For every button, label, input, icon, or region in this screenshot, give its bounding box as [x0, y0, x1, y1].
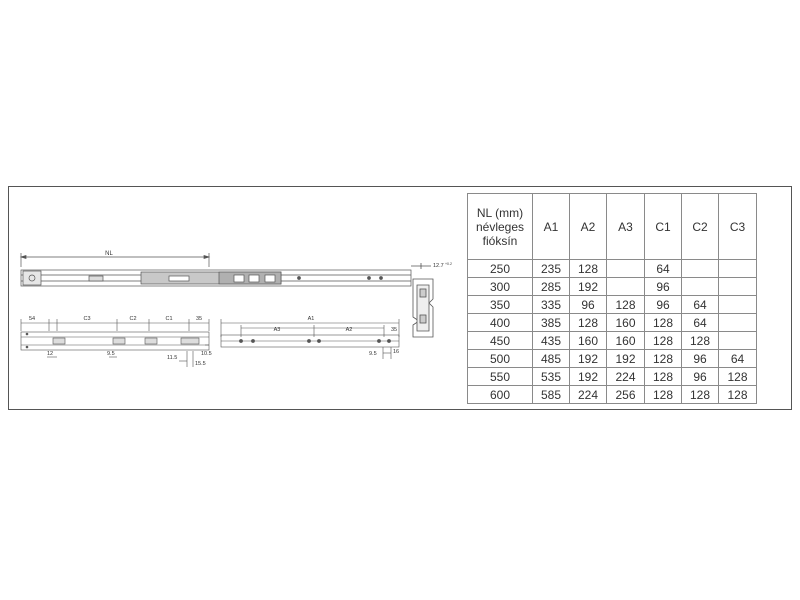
cell-c1: 128 — [645, 386, 682, 404]
drawer-slide-technical-drawing — [9, 187, 469, 409]
cell-c2: 128 — [682, 386, 719, 404]
table-row — [468, 386, 757, 404]
header-c1: C1 — [645, 194, 682, 260]
cell-c2: 64 — [682, 314, 719, 332]
dimension-table — [467, 193, 757, 404]
cell-c3 — [719, 332, 757, 350]
cell-nl: 350 — [468, 296, 533, 314]
cell-c3: 128 — [719, 386, 757, 404]
nl-dimension-label: NL — [105, 251, 113, 257]
cell-a1: 535 — [533, 368, 570, 386]
cell-a2: 224 — [570, 386, 607, 404]
cell-nl: 550 — [468, 368, 533, 386]
cell-c2: 96 — [682, 350, 719, 368]
cell-a2: 192 — [570, 278, 607, 296]
cell-a3: 128 — [607, 296, 645, 314]
cell-c1: 96 — [645, 296, 682, 314]
header-c3: C3 — [719, 194, 757, 260]
cell-c3 — [719, 260, 757, 278]
cell-a3: 192 — [607, 350, 645, 368]
cell-a3 — [607, 278, 645, 296]
cell-c1: 128 — [645, 350, 682, 368]
header-a1: A1 — [533, 194, 570, 260]
cell-nl: 400 — [468, 314, 533, 332]
table-row — [468, 314, 757, 332]
cell-a3: 256 — [607, 386, 645, 404]
dim-10-5-label: 10.5 — [201, 351, 212, 357]
cell-nl: 300 — [468, 278, 533, 296]
table-row — [468, 350, 757, 368]
cell-c2: 128 — [682, 332, 719, 350]
dim-16-label: 16 — [393, 349, 400, 355]
cell-a2: 96 — [570, 296, 607, 314]
cell-c1: 96 — [645, 278, 682, 296]
cell-a1: 335 — [533, 296, 570, 314]
cell-c1: 128 — [645, 368, 682, 386]
cell-a2: 160 — [570, 332, 607, 350]
cell-c1: 128 — [645, 314, 682, 332]
dim-15-5-label: 15.5 — [195, 361, 206, 367]
table-header-row — [468, 194, 757, 260]
dim-35-member-label: 35 — [391, 327, 398, 333]
cell-c1: 64 — [645, 260, 682, 278]
cell-a1: 585 — [533, 386, 570, 404]
dim-35-label: 35 — [195, 316, 203, 322]
dim-a1-label: A1 — [307, 316, 315, 322]
cell-nl: 500 — [468, 350, 533, 368]
table-row — [468, 278, 757, 296]
dim-c3-label: C3 — [83, 316, 91, 322]
cell-a3 — [607, 260, 645, 278]
dim-54-label: 54 — [29, 316, 36, 322]
cell-a1: 235 — [533, 260, 570, 278]
cell-c1: 128 — [645, 332, 682, 350]
cell-c3: 128 — [719, 368, 757, 386]
cell-a3: 224 — [607, 368, 645, 386]
cell-c2: 96 — [682, 368, 719, 386]
cell-a2: 128 — [570, 314, 607, 332]
cell-nl: 250 — [468, 260, 533, 278]
cell-c3 — [719, 296, 757, 314]
table-row — [468, 368, 757, 386]
cell-c2: 64 — [682, 296, 719, 314]
cell-a1: 285 — [533, 278, 570, 296]
cell-a3: 160 — [607, 332, 645, 350]
cell-c3: 64 — [719, 350, 757, 368]
cell-a2: 192 — [570, 350, 607, 368]
cell-a3: 160 — [607, 314, 645, 332]
dim-c2-label: C2 — [129, 316, 137, 322]
thickness-dimension-label: 12.7 — [433, 263, 444, 269]
cell-c3 — [719, 314, 757, 332]
table-row — [468, 296, 757, 314]
header-a3: A3 — [607, 194, 645, 260]
cell-nl: 450 — [468, 332, 533, 350]
table-row — [468, 260, 757, 278]
dim-9-5-label: 9.5 — [107, 351, 115, 357]
assembled-slide-view — [21, 253, 411, 286]
dim-12-label: 12 — [47, 351, 54, 357]
cell-a1: 485 — [533, 350, 570, 368]
header-nl — [468, 194, 533, 260]
cell-a1: 435 — [533, 332, 570, 350]
cell-c3 — [719, 278, 757, 296]
cell-nl: 600 — [468, 386, 533, 404]
cell-a1: 385 — [533, 314, 570, 332]
thickness-tolerance-label: +0.2 — [445, 262, 452, 266]
spec-sheet-frame — [8, 186, 792, 410]
header-c2: C2 — [682, 194, 719, 260]
header-nl-line2: névleges — [475, 219, 525, 234]
cell-c2 — [682, 278, 719, 296]
header-nl-line3: fióksín — [482, 233, 518, 248]
dim-a2-label: A2 — [345, 327, 353, 333]
dim-a3-label: A3 — [273, 327, 281, 333]
cabinet-rail-view — [21, 319, 209, 367]
dim-9-5-member-label: 9.5 — [369, 351, 377, 357]
cross-section-view — [411, 263, 433, 337]
cell-c2 — [682, 260, 719, 278]
table-row — [468, 332, 757, 350]
dim-11-5-label: 11.5 — [167, 355, 178, 361]
header-nl-line1: NL (mm) — [476, 205, 524, 220]
cell-a2: 192 — [570, 368, 607, 386]
cell-a2: 128 — [570, 260, 607, 278]
header-a2: A2 — [570, 194, 607, 260]
dim-c1-label: C1 — [165, 316, 173, 322]
